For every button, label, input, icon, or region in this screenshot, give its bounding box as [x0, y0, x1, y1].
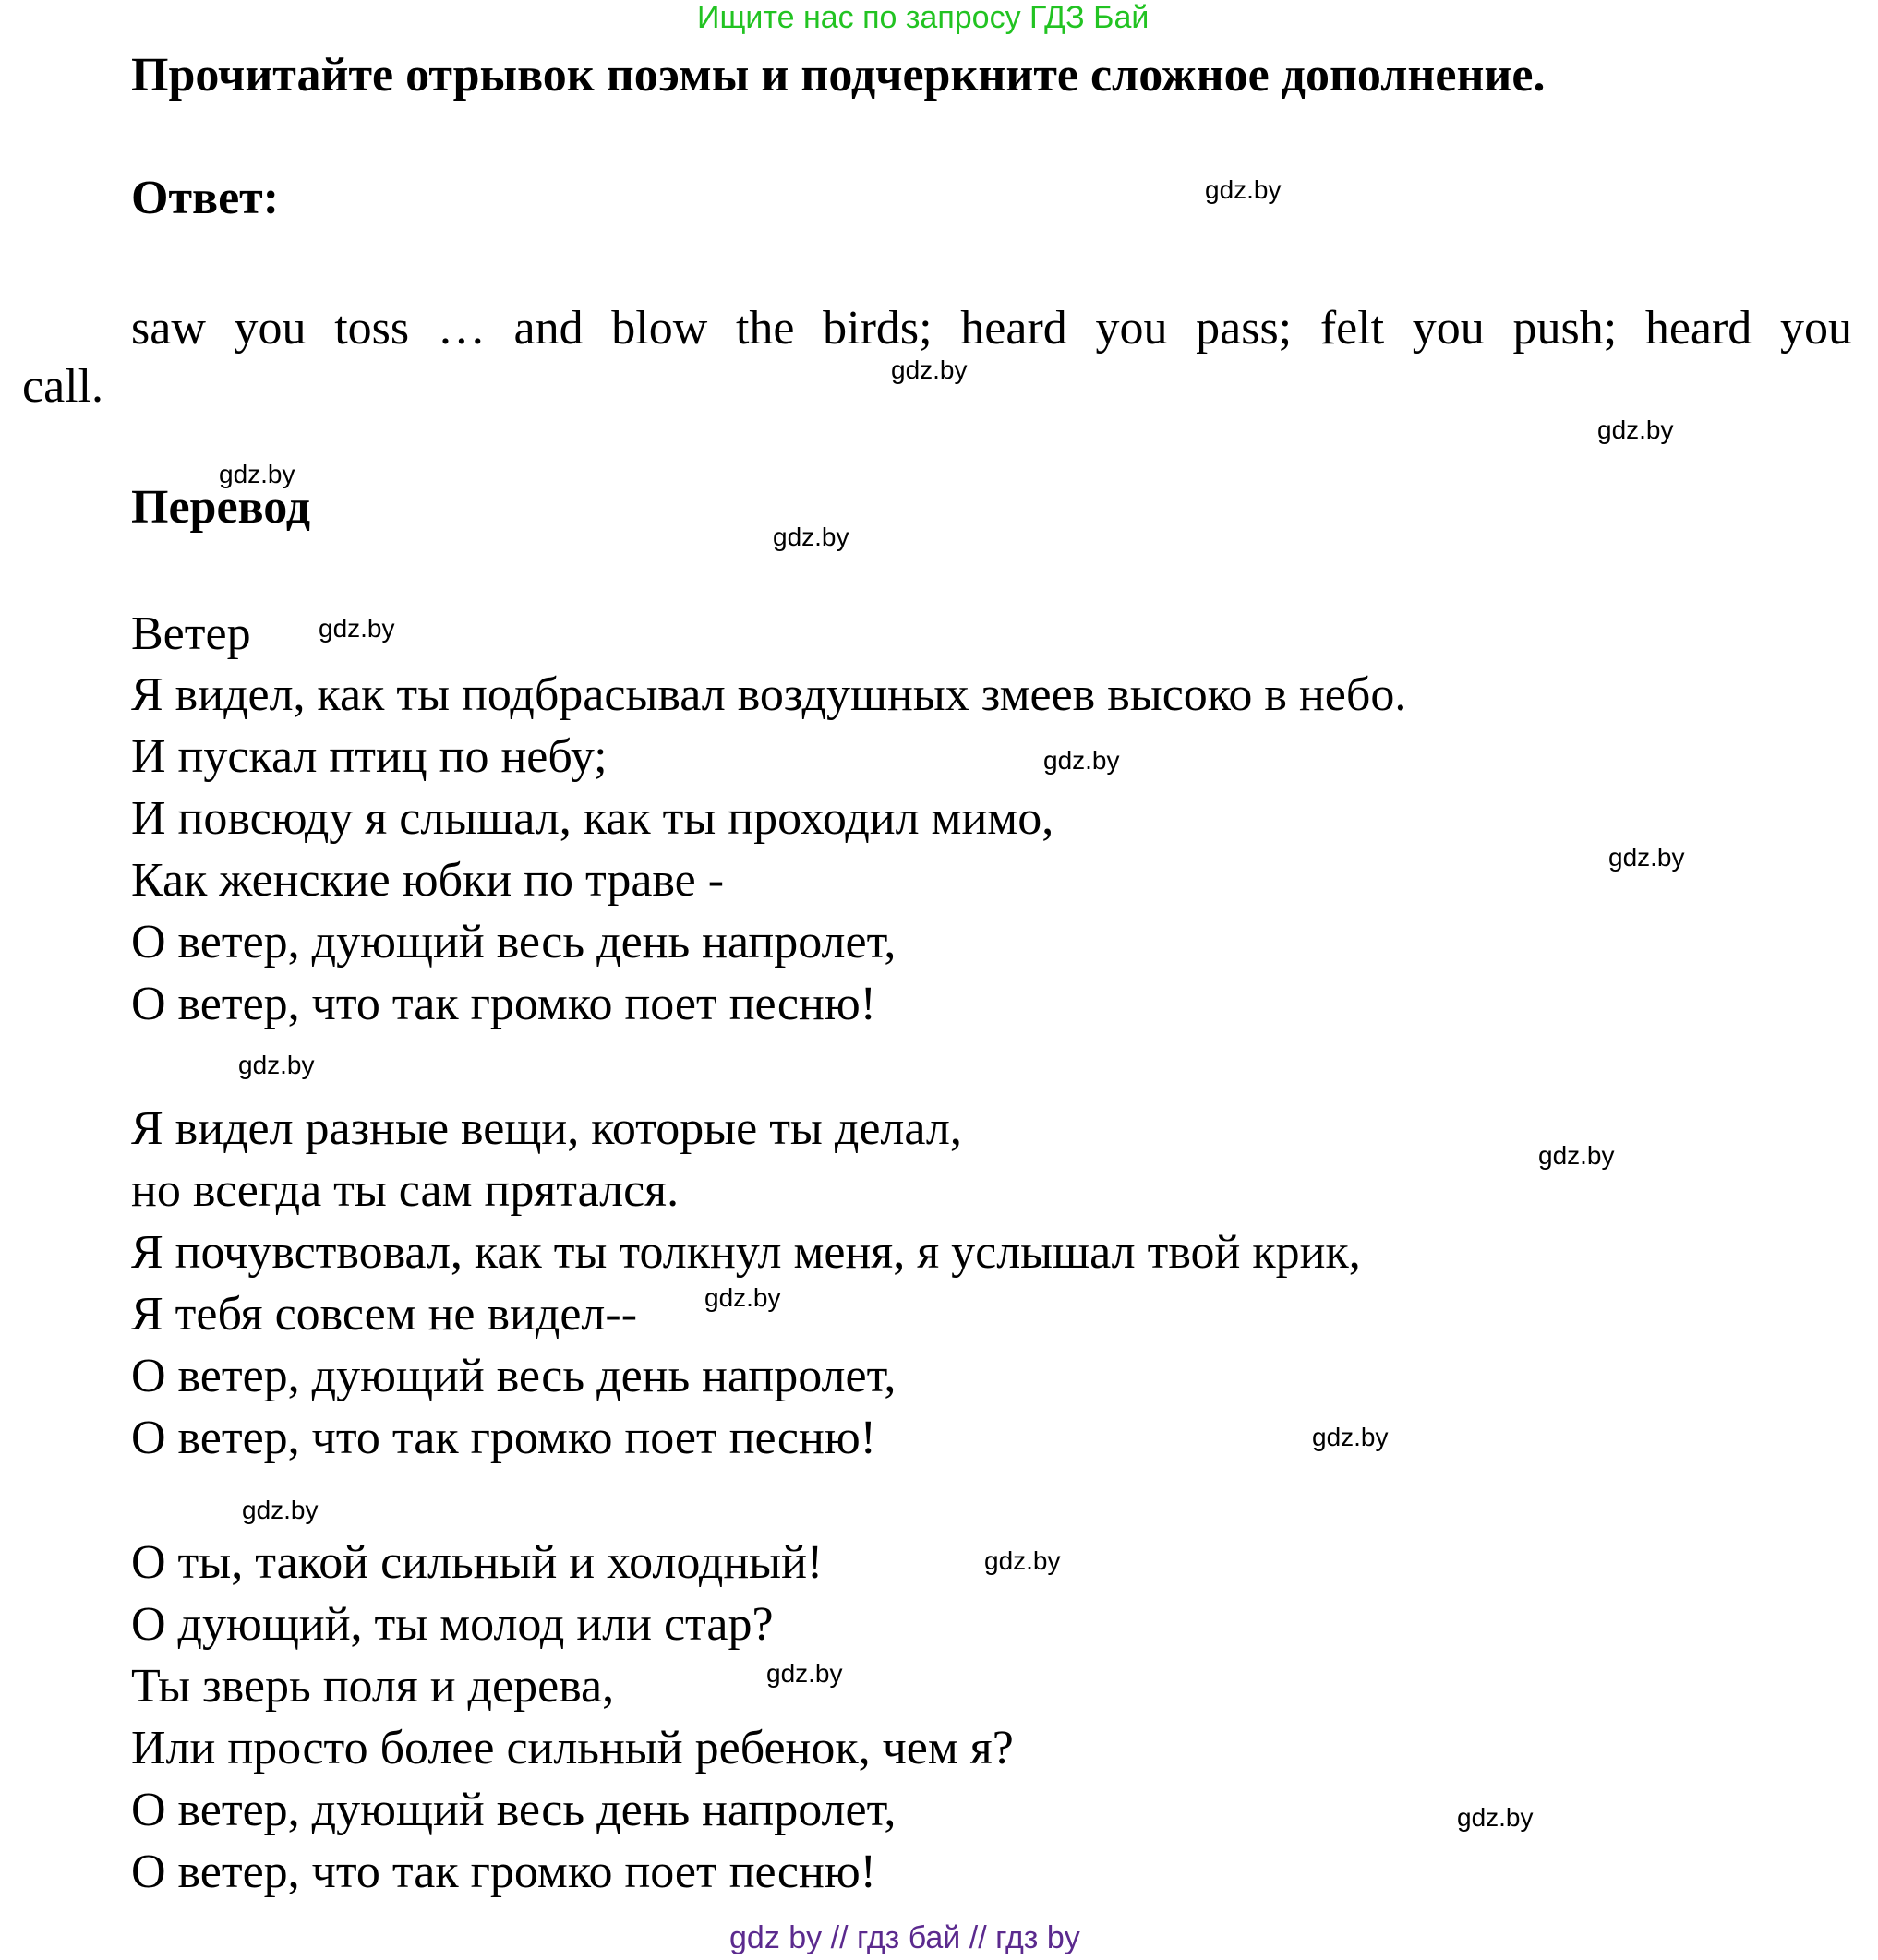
answer-line-1: saw you toss … and blow the birds; heard you pass; felt you push; heard you: [131, 302, 1852, 355]
watermark: gdz.by: [984, 1546, 1061, 1575]
poem-line: О ветер, дующий весь день напролет,: [131, 916, 897, 968]
answer-line-2: call.: [22, 360, 104, 413]
poem-line: но всегда ты сам прятался.: [131, 1164, 680, 1217]
poem-line: И повсюду я слышал, как ты проходил мимо,: [131, 792, 1054, 845]
watermark: gdz.by: [1597, 415, 1674, 444]
watermark: gdz.by: [891, 355, 968, 384]
footer-links[interactable]: gdz by // гдз бай // гдз by: [729, 1920, 1080, 1955]
poem-line: О ветер, что так громко поет песню!: [131, 1412, 876, 1464]
watermark: gdz.by: [704, 1283, 781, 1312]
watermark: gdz.by: [219, 460, 295, 488]
watermark: gdz.by: [766, 1659, 843, 1688]
translation-label: Перевод: [131, 481, 311, 534]
task-heading: Прочитайте отрывок поэмы и подчеркните сложное дополнение.: [131, 49, 1546, 102]
poem-line: Как женские юбки по траве -: [131, 854, 725, 907]
poem-line: Я почувствовал, как ты толкнул меня, я услышал твой крик,: [131, 1226, 1361, 1279]
poem-line: Я тебя совсем не видел--: [131, 1288, 638, 1341]
poem-line: Ты зверь поля и дерева,: [131, 1660, 615, 1713]
watermark: gdz.by: [1457, 1803, 1534, 1832]
watermark: gdz.by: [1608, 843, 1685, 872]
poem-line: О ветер, дующий весь день напролет,: [131, 1784, 897, 1836]
poem-line: И пускал птиц по небу;: [131, 730, 608, 783]
poem-line: О ветер, что так громко поет песню!: [131, 1846, 876, 1898]
watermark: gdz.by: [1043, 746, 1120, 775]
poem-line: О ты, такой сильный и холодный!: [131, 1536, 824, 1589]
poem-line: Я видел, как ты подбрасывал воздушных змеев высоко в небо.: [131, 668, 1407, 721]
answer-label: Ответ:: [131, 172, 280, 224]
watermark: gdz.by: [319, 614, 395, 643]
poem-line: О ветер, дующий весь день напролет,: [131, 1350, 897, 1402]
poem-line: Или просто более сильный ребенок, чем я?: [131, 1722, 1014, 1774]
poem-line: О дующий, ты молод или стар?: [131, 1598, 774, 1651]
watermark: gdz.by: [1312, 1423, 1389, 1451]
watermark: gdz.by: [773, 523, 849, 551]
watermark: gdz.by: [1538, 1141, 1615, 1170]
watermark: gdz.by: [242, 1496, 319, 1524]
poem-title: Ветер: [131, 607, 251, 660]
watermark: gdz.by: [238, 1051, 315, 1079]
poem-line: О ветер, что так громко поет песню!: [131, 978, 876, 1030]
watermark: gdz.by: [1205, 175, 1282, 204]
poem-line: Я видел разные вещи, которые ты делал,: [131, 1102, 962, 1155]
header-search-hint[interactable]: Ищите нас по запросу ГДЗ Бай: [697, 0, 1150, 35]
